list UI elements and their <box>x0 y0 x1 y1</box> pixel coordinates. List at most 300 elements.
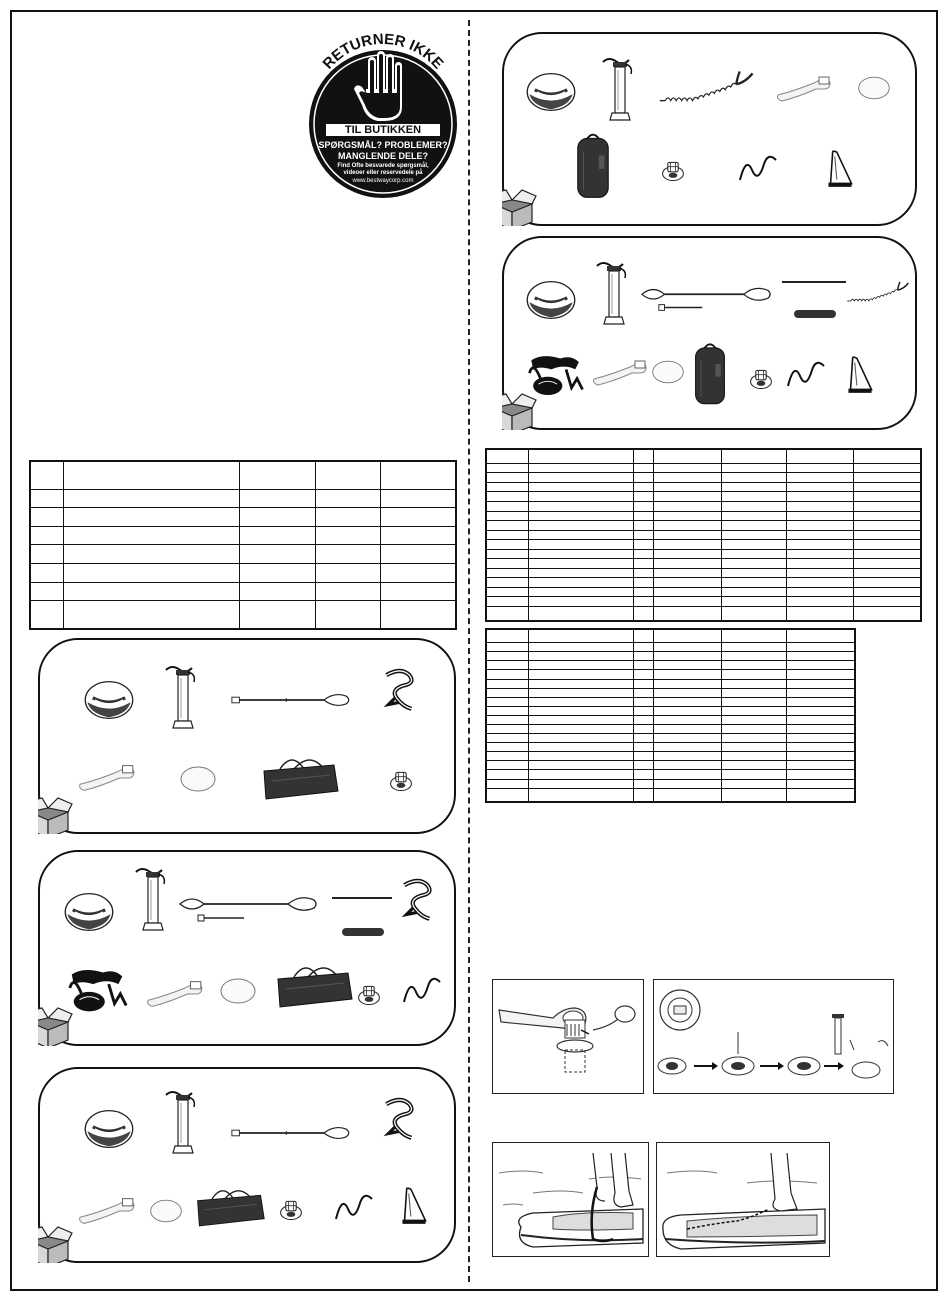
leash-ankle-icon <box>657 1143 829 1256</box>
right-bottom-table-cell <box>528 670 633 679</box>
right-top-table-cell <box>528 463 633 473</box>
left-table-row <box>30 526 456 545</box>
right-bottom-table-cell <box>653 743 721 752</box>
badge-url: www.bestwaycorp.com <box>352 178 414 184</box>
right-bottom-table-cell <box>653 629 721 643</box>
patch-icon <box>151 1200 182 1222</box>
left-table-row <box>30 545 456 564</box>
right-top-table-cell <box>721 449 786 463</box>
right-top-table-cell <box>528 559 633 569</box>
right-bottom-table-cell <box>633 670 653 679</box>
right-top-table-cell <box>486 511 528 521</box>
kit-panel-3-items <box>38 1067 456 1263</box>
right-top-table-cell <box>721 511 786 521</box>
right-top-table-row <box>486 549 921 559</box>
right-top-table-cell <box>486 597 528 607</box>
right-bottom-table-cell <box>486 779 528 788</box>
right-top-table-cell <box>528 521 633 531</box>
right-top-table-cell <box>721 549 786 559</box>
right-top-table-cell <box>486 587 528 597</box>
fin-icon <box>828 151 851 187</box>
right-top-table-row <box>486 587 921 597</box>
right-top-table-cell <box>786 492 853 502</box>
right-top-table-row <box>486 473 921 483</box>
right-bottom-table-cell <box>653 752 721 761</box>
right-bottom-table-cell <box>528 697 633 706</box>
right-top-table-cell <box>721 568 786 578</box>
right-bottom-table-row <box>486 743 855 752</box>
right-top-table-row <box>486 530 921 540</box>
left-table-cell <box>63 489 239 508</box>
right-bottom-table-row <box>486 697 855 706</box>
right-bottom-table-cell <box>633 788 653 802</box>
right-top-table-cell <box>528 607 633 621</box>
right-bottom-table-row <box>486 779 855 788</box>
left-table-cell <box>315 582 380 601</box>
right-top-table-cell <box>786 607 853 621</box>
right-bottom-table-cell <box>528 761 633 770</box>
left-table-cell <box>380 601 456 629</box>
left-table-cell <box>239 526 315 545</box>
leash-ankle-illustration-2 <box>656 1142 830 1257</box>
right-top-table-cell <box>653 449 721 463</box>
do-not-return-badge <box>304 27 462 199</box>
right-top-table-cell <box>786 540 853 550</box>
valve-icon <box>391 772 412 790</box>
hand-pump-icon <box>603 59 631 120</box>
right-top-table-cell <box>653 597 721 607</box>
left-table-cell <box>239 582 315 601</box>
right-top-table-cell <box>786 530 853 540</box>
right-bottom-table-cell <box>721 670 786 679</box>
right-bottom-table-cell <box>486 752 528 761</box>
right-top-table-cell <box>633 492 653 502</box>
right-top-table-cell <box>653 463 721 473</box>
right-top-table-cell <box>486 473 528 483</box>
right-bottom-table-cell <box>786 725 855 734</box>
right-bottom-table-cell <box>486 743 528 752</box>
right-bottom-table-row <box>486 643 855 652</box>
right-bottom-table-cell <box>486 661 528 670</box>
left-table-cell <box>315 508 380 527</box>
right-bottom-table-row <box>486 652 855 661</box>
backpack-icon <box>578 135 608 198</box>
right-top-table-cell <box>486 607 528 621</box>
right-top-table-cell <box>633 521 653 531</box>
right-bottom-table-cell <box>721 779 786 788</box>
leash-icon <box>386 671 411 709</box>
inflation-steps-icon <box>654 980 893 1093</box>
left-table-row <box>30 564 456 583</box>
left-table-cell <box>30 564 63 583</box>
fin-box-icon <box>80 766 134 791</box>
right-top-table-cell <box>486 502 528 512</box>
left-table-cell <box>239 601 315 629</box>
right-bottom-table-cell <box>633 643 653 652</box>
right-top-table-row <box>486 502 921 512</box>
valve-icon <box>281 1201 302 1219</box>
kit-panel-4-items <box>502 32 917 226</box>
right-bottom-table-cell <box>528 661 633 670</box>
left-table-cell <box>30 489 63 508</box>
right-top-table-cell <box>653 511 721 521</box>
fin-box-icon <box>778 77 831 101</box>
right-bottom-table-cell <box>721 679 786 688</box>
strap-icon <box>336 1196 372 1219</box>
right-bottom-table-cell <box>653 670 721 679</box>
right-top-table-row <box>486 463 921 473</box>
right-top-table-cell <box>721 597 786 607</box>
right-bottom-table-cell <box>653 652 721 661</box>
repair-kit-icon <box>527 74 575 111</box>
right-bottom-table-cell <box>721 743 786 752</box>
kit-panel-2-items <box>38 850 456 1046</box>
right-bottom-table-cell <box>486 761 528 770</box>
right-top-table-cell <box>633 578 653 588</box>
strap-icon <box>404 979 440 1002</box>
valve-icon <box>663 162 684 180</box>
right-bottom-table-cell <box>653 679 721 688</box>
right-top-table-cell <box>653 502 721 512</box>
right-top-table-cell <box>653 587 721 597</box>
right-bottom-table-cell <box>528 643 633 652</box>
right-top-table-cell <box>528 502 633 512</box>
right-top-table-row <box>486 540 921 550</box>
right-top-table-cell <box>853 511 921 521</box>
right-bottom-table-cell <box>633 661 653 670</box>
right-top-table-cell <box>486 463 528 473</box>
right-bottom-table-cell <box>528 725 633 734</box>
right-top-table-row <box>486 492 921 502</box>
right-top-table-cell <box>721 482 786 492</box>
valve-icon <box>751 370 772 388</box>
right-top-table-cell <box>633 502 653 512</box>
right-bottom-table-cell <box>633 743 653 752</box>
valve-icon <box>359 986 380 1004</box>
inflation-steps-illustration <box>653 979 894 1094</box>
right-bottom-table-cell <box>786 643 855 652</box>
right-bottom-table-cell <box>721 629 786 643</box>
left-table-row <box>30 601 456 629</box>
right-bottom-table-cell <box>653 715 721 724</box>
right-top-table-cell <box>786 511 853 521</box>
left-table-cell <box>380 489 456 508</box>
right-bottom-table-cell <box>633 715 653 724</box>
paddle-shaft-icon <box>342 928 384 936</box>
paddle-icon <box>642 288 770 310</box>
left-table-row <box>30 582 456 601</box>
right-bottom-table-row <box>486 679 855 688</box>
right-bottom-table-cell <box>486 770 528 779</box>
right-top-table-cell <box>721 502 786 512</box>
right-bottom-table-cell <box>528 734 633 743</box>
right-top-table-cell <box>633 597 653 607</box>
left-table-row <box>30 489 456 508</box>
right-top-table-cell <box>786 587 853 597</box>
patch-icon <box>181 767 215 791</box>
left-table-cell <box>380 564 456 583</box>
right-top-table-cell <box>721 473 786 483</box>
right-top-table-cell <box>633 449 653 463</box>
carry-bag-icon <box>278 968 352 1007</box>
right-top-table-cell <box>721 530 786 540</box>
right-bottom-table-cell <box>486 715 528 724</box>
left-table-cell <box>30 601 63 629</box>
left-table-cell <box>380 526 456 545</box>
right-bottom-table-cell <box>721 770 786 779</box>
right-bottom-table-cell <box>721 697 786 706</box>
right-bottom-table-cell <box>528 743 633 752</box>
right-bottom-table-cell <box>653 734 721 743</box>
leash-ankle-icon <box>493 1143 648 1256</box>
right-top-table-cell <box>528 530 633 540</box>
right-top-table-cell <box>633 530 653 540</box>
left-table-cell <box>380 461 456 489</box>
right-bottom-table-cell <box>528 715 633 724</box>
right-bottom-table-row <box>486 761 855 770</box>
right-bottom-table-row <box>486 661 855 670</box>
right-bottom-table-cell <box>653 697 721 706</box>
right-bottom-table-cell <box>528 688 633 697</box>
right-top-table-row <box>486 607 921 621</box>
right-top-table-row <box>486 568 921 578</box>
strap-icon <box>740 157 776 180</box>
right-bottom-table-cell <box>786 679 855 688</box>
right-top-table-cell <box>486 521 528 531</box>
right-top-table-cell <box>853 578 921 588</box>
badge-line-4: videoer eller reservedele på <box>343 170 423 176</box>
right-top-table-cell <box>853 492 921 502</box>
right-top-table-cell <box>633 559 653 569</box>
right-top-table-cell <box>853 530 921 540</box>
right-top-table-cell <box>486 578 528 588</box>
right-top-table-cell <box>528 449 633 463</box>
kayak-seat-icon <box>70 970 126 1011</box>
right-bottom-table-cell <box>721 661 786 670</box>
right-top-table-cell <box>853 463 921 473</box>
right-top-table-cell <box>528 578 633 588</box>
fin-box-icon <box>80 1199 134 1224</box>
right-bottom-table-cell <box>633 761 653 770</box>
right-top-table-cell <box>633 549 653 559</box>
right-top-table-cell <box>786 597 853 607</box>
leash-ankle-illustration-1 <box>492 1142 649 1257</box>
right-top-table-cell <box>486 540 528 550</box>
paddle-icon <box>232 1128 349 1139</box>
right-bottom-table-cell <box>486 725 528 734</box>
right-top-table-cell <box>486 530 528 540</box>
right-top-table-cell <box>653 492 721 502</box>
right-bottom-table-cell <box>633 688 653 697</box>
left-table <box>29 460 457 630</box>
right-bottom-table-cell <box>721 688 786 697</box>
box-icon <box>38 1227 72 1263</box>
patch-icon <box>221 979 255 1003</box>
right-bottom-table-cell <box>653 788 721 802</box>
right-bottom-table-cell <box>633 652 653 661</box>
right-bottom-table-cell <box>786 629 855 643</box>
repair-kit-icon <box>65 894 113 931</box>
left-table-cell <box>63 582 239 601</box>
right-bottom-table-cell <box>633 770 653 779</box>
right-top-table-cell <box>786 463 853 473</box>
hand-pump-icon <box>166 667 194 728</box>
right-bottom-table-cell <box>486 629 528 643</box>
right-top-table-cell <box>633 511 653 521</box>
right-top-table-cell <box>786 578 853 588</box>
right-top-table-row <box>486 449 921 463</box>
fin-box-icon <box>148 982 202 1007</box>
right-bottom-table-row <box>486 629 855 643</box>
left-table-cell <box>63 461 239 489</box>
right-bottom-table-cell <box>486 788 528 802</box>
right-bottom-table-cell <box>786 770 855 779</box>
right-top-table-cell <box>486 559 528 569</box>
right-top-table-cell <box>633 607 653 621</box>
right-bottom-table-cell <box>486 652 528 661</box>
right-bottom-table-row <box>486 788 855 802</box>
left-table-cell <box>30 526 63 545</box>
left-table-cell <box>63 545 239 564</box>
carry-bag-icon <box>198 1191 265 1226</box>
right-bottom-table-cell <box>786 697 855 706</box>
left-table-cell <box>30 461 63 489</box>
right-bottom-table-cell <box>633 734 653 743</box>
right-top-table-cell <box>853 607 921 621</box>
box-icon <box>38 1008 72 1046</box>
hand-pump-icon <box>597 263 625 324</box>
left-table-cell <box>63 526 239 545</box>
right-top-table-cell <box>853 449 921 463</box>
right-bottom-table-cell <box>633 697 653 706</box>
left-table-cell <box>315 489 380 508</box>
leash-icon <box>404 881 429 919</box>
right-top-table-cell <box>853 568 921 578</box>
right-top-table-cell <box>653 568 721 578</box>
right-top-table-cell <box>633 540 653 550</box>
right-bottom-table-cell <box>653 661 721 670</box>
right-bottom-table-row <box>486 725 855 734</box>
right-top-table-cell <box>528 587 633 597</box>
box-icon <box>502 190 536 226</box>
left-table-cell <box>30 508 63 527</box>
right-top-table-cell <box>853 502 921 512</box>
paddle-icon <box>180 898 316 921</box>
right-bottom-table-cell <box>786 670 855 679</box>
right-top-table-row <box>486 559 921 569</box>
left-table-cell <box>380 582 456 601</box>
right-bottom-table-cell <box>786 788 855 802</box>
right-top-table-cell <box>633 568 653 578</box>
right-bottom-table-cell <box>486 643 528 652</box>
right-bottom-table-cell <box>721 706 786 715</box>
left-table-cell <box>239 545 315 564</box>
right-top-table-cell <box>721 521 786 531</box>
left-table-cell <box>315 601 380 629</box>
backpack-icon <box>696 344 725 403</box>
badge-title: TIL BUTIKKEN <box>326 124 440 136</box>
right-top-table-cell <box>486 549 528 559</box>
right-top-table-cell <box>853 540 921 550</box>
left-table-cell <box>315 564 380 583</box>
paddle-icon <box>232 695 349 706</box>
right-bottom-table-cell <box>786 743 855 752</box>
right-bottom-table <box>485 628 856 803</box>
left-table-cell <box>63 564 239 583</box>
right-top-table-cell <box>721 463 786 473</box>
right-top-table-cell <box>653 473 721 483</box>
right-bottom-table-cell <box>786 652 855 661</box>
right-top-table-cell <box>786 482 853 492</box>
right-top-table-cell <box>486 482 528 492</box>
right-bottom-table-cell <box>786 779 855 788</box>
left-table-cell <box>239 564 315 583</box>
right-bottom-table-cell <box>633 679 653 688</box>
left-table-cell <box>239 508 315 527</box>
strap-icon <box>788 363 824 386</box>
right-top-table-cell <box>653 578 721 588</box>
valve-wrench-icon <box>493 980 643 1093</box>
right-top-table-cell <box>786 521 853 531</box>
right-bottom-table-cell <box>528 779 633 788</box>
hand-pump-icon <box>136 869 164 930</box>
right-bottom-table-cell <box>633 629 653 643</box>
right-bottom-table-cell <box>721 734 786 743</box>
right-bottom-table-row <box>486 688 855 697</box>
right-top-table-cell <box>528 511 633 521</box>
right-top-table-cell <box>853 559 921 569</box>
right-top-table-cell <box>486 492 528 502</box>
right-bottom-table-cell <box>486 697 528 706</box>
right-bottom-table-cell <box>653 761 721 770</box>
right-top-table-cell <box>853 482 921 492</box>
right-bottom-table-cell <box>633 779 653 788</box>
right-top-table-cell <box>786 568 853 578</box>
carry-bag-icon <box>264 760 338 799</box>
left-table-cell <box>315 526 380 545</box>
hand-pump-icon <box>166 1092 194 1153</box>
right-top-table-cell <box>786 559 853 569</box>
right-top-table-cell <box>786 473 853 483</box>
right-top-table-cell <box>786 449 853 463</box>
right-top-table-cell <box>528 492 633 502</box>
right-top-table-cell <box>653 482 721 492</box>
right-bottom-table-row <box>486 770 855 779</box>
right-top-table-cell <box>853 587 921 597</box>
left-table-row <box>30 461 456 489</box>
right-bottom-table-cell <box>528 770 633 779</box>
repair-kit-icon <box>527 282 575 319</box>
right-top-table-row <box>486 482 921 492</box>
right-bottom-table-cell <box>786 706 855 715</box>
right-top-table-cell <box>486 449 528 463</box>
right-top-table-cell <box>653 530 721 540</box>
coiled-leash-icon <box>847 282 908 301</box>
right-bottom-table-cell <box>786 661 855 670</box>
right-bottom-table-cell <box>528 788 633 802</box>
right-top-table-cell <box>633 473 653 483</box>
right-bottom-table-cell <box>633 706 653 715</box>
fin-icon <box>848 357 871 393</box>
right-bottom-table-cell <box>528 652 633 661</box>
right-bottom-table-cell <box>721 725 786 734</box>
right-top-table-cell <box>653 549 721 559</box>
box-icon <box>38 798 72 834</box>
right-bottom-table-row <box>486 715 855 724</box>
right-bottom-table-cell <box>633 725 653 734</box>
right-top-table-cell <box>721 607 786 621</box>
right-bottom-table-cell <box>486 706 528 715</box>
